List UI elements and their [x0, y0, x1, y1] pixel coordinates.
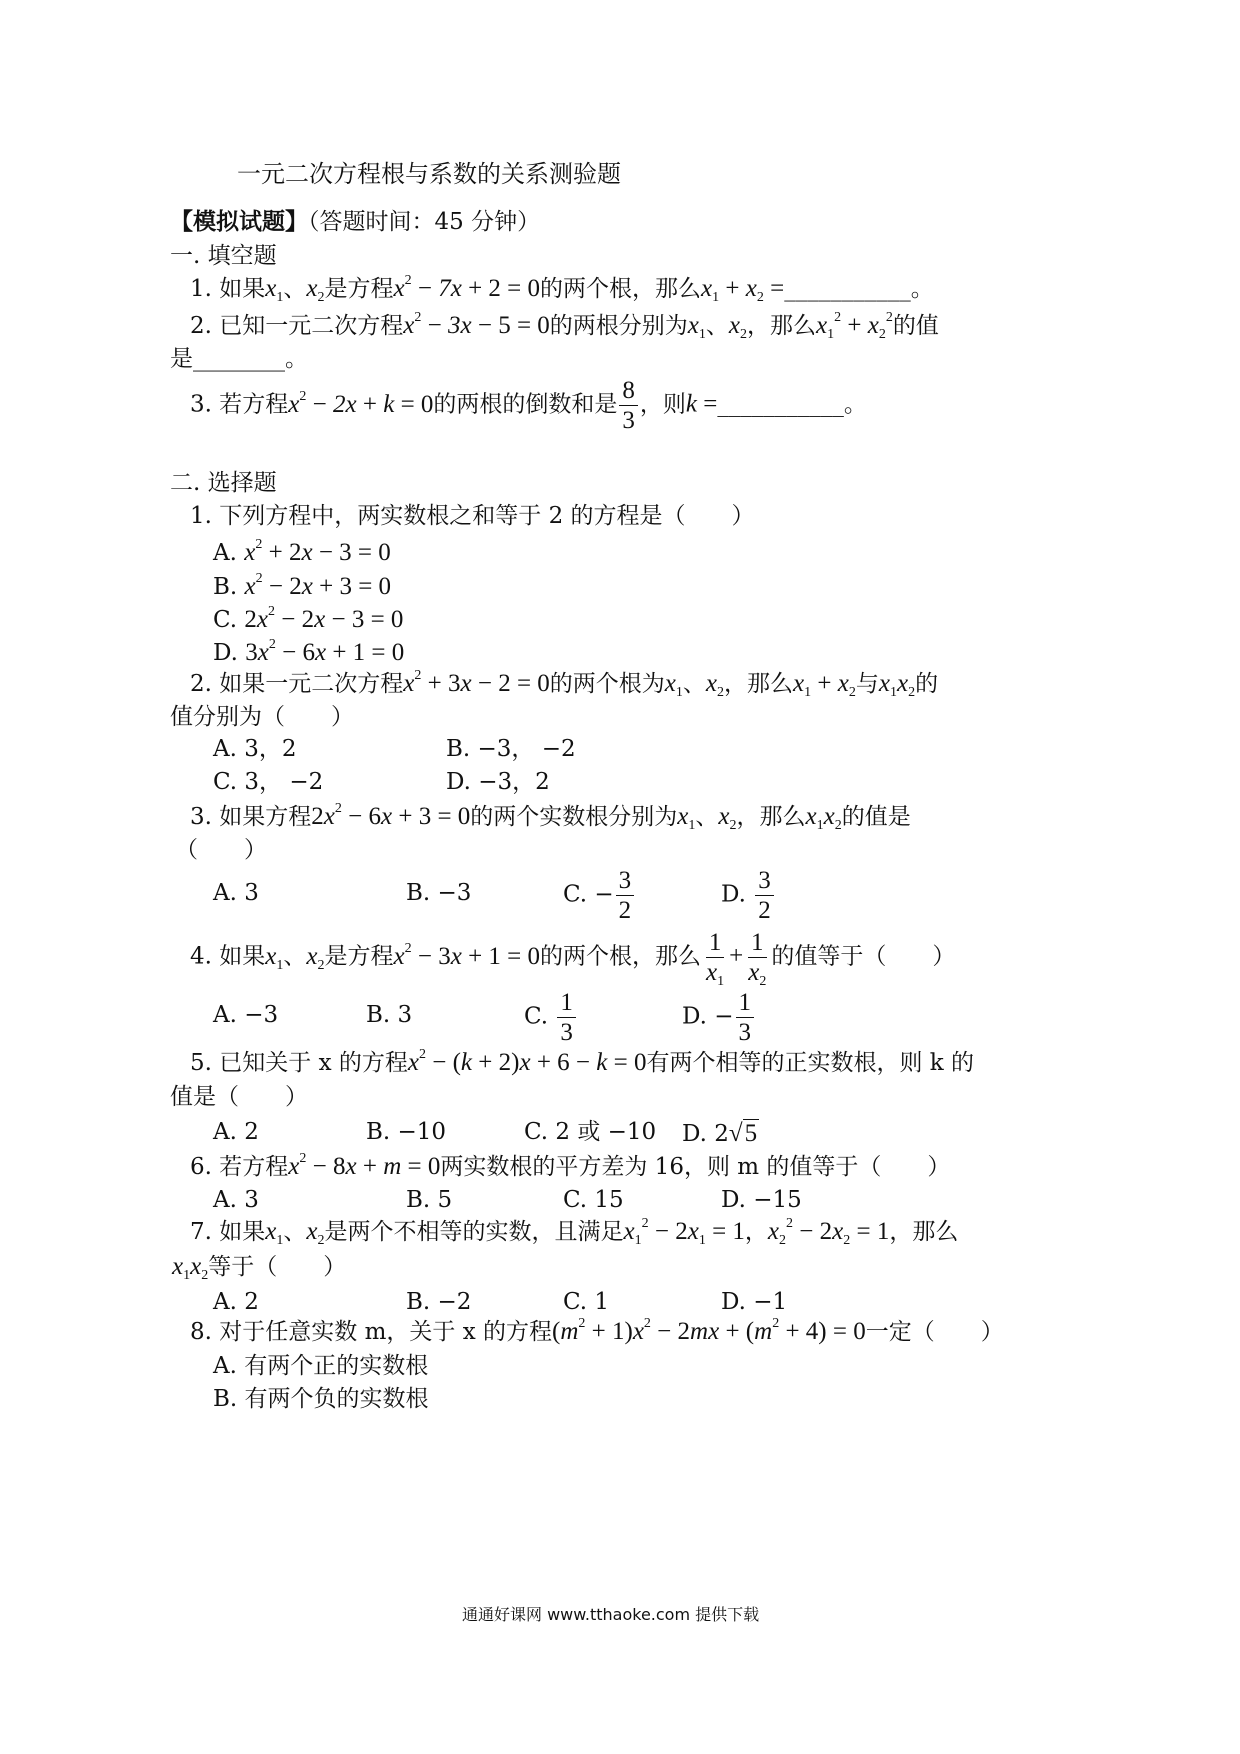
q8-option-a: A. 有两个正的实数根 [213, 1353, 429, 1379]
choice-question-3: 3. 如果方程$2x^2 - 6x + 3 = 0$的两个实数根分别为$x_1$、$x_2$，那么$x_1x_2$的值是 [190, 801, 911, 833]
page-title: 一元二次方程根与系数的关系测验题 [237, 160, 621, 188]
q5-option-c: C. 2 或 −10 [524, 1119, 657, 1145]
q7-option-c: C. 1 [563, 1289, 610, 1315]
q6-option-b: B. 5 [406, 1187, 453, 1213]
section2-title: 二. 选择题 [170, 470, 277, 496]
fill-question-2-line2: 是________。 [170, 346, 308, 372]
q5-option-a: A. 2 [213, 1119, 259, 1145]
q1-option-c: C. $2x^2 - 2x - 3 = 0$ [213, 604, 404, 633]
choice-question-2-line2: 值分别为（ ） [170, 704, 354, 730]
q2-option-a: A. 3，2 [213, 736, 297, 762]
q7-option-b: B. −2 [406, 1289, 472, 1315]
choice-question-6: 6. 若方程$x^2 - 8x + m = 0$两实数根的平方差为 16，则 m 的值等于（ ） [190, 1151, 951, 1180]
q1-option-b: B. $x^2 - 2x + 3 = 0$ [213, 571, 392, 600]
heading-bold: 【模拟试题】 [170, 208, 308, 235]
q3-option-a: A. 3 [213, 880, 259, 906]
choice-question-5-line2: 值是（ ） [170, 1084, 308, 1110]
q8-option-b: B. 有两个负的实数根 [213, 1386, 429, 1412]
q3-option-b: B. −3 [406, 880, 472, 906]
q7-option-a: A. 2 [213, 1289, 259, 1315]
section-heading [170, 210, 540, 234]
q2-option-b: B. −3， −2 [446, 736, 576, 762]
q4-option-c: C. $\frac{1}{3}$ [524, 990, 578, 1045]
fill-question-1: 1. 如果$x_1$、$x_2$是方程$x^2 - 7x + 2 = 0$的两个根，那么$x_1 + x_2$ =___________。 [190, 273, 934, 305]
q2-option-d: D. −3，2 [446, 769, 550, 795]
q3-option-d: D. $\frac{3}{2}$ [721, 868, 776, 923]
q3-option-c: C. − $\frac{3}{2}$ [563, 868, 636, 923]
choice-question-4: 4. 如果$x_1$、$x_2$是方程$x^2 - 3x + 1 = 0$的两个根，那么 $\frac{1}{x_1}$ + $\frac{1}{x_2}$ 的值等于（ ） [190, 929, 956, 989]
q2-option-c: C. 3， −2 [213, 769, 324, 795]
q6-option-a: A. 3 [213, 1187, 259, 1213]
choice-question-5: 5. 已知关于 x 的方程$x^2 - (k + 2)x + 6 - k = 0$有两个相等的正实数根，则 k 的 [190, 1047, 975, 1076]
page-footer: 通通好课网 www.tthaoke.com 提供下载 [462, 1605, 760, 1624]
section1-title: 一. 填空题 [170, 243, 277, 269]
q5-option-b: B. −10 [366, 1119, 447, 1145]
choice-question-7-line2: $x_1x_2$等于（ ） [172, 1253, 347, 1283]
q4-option-d: D. − $\frac{1}{3}$ [682, 990, 756, 1045]
choice-question-7: 7. 如果$x_1$、$x_2$是两个不相等的实数，且满足$x_1^2 - 2x_1 = 1$，$x_2^2 - 2x_2 = 1$，那么 [190, 1216, 959, 1248]
q4-option-b: B. 3 [366, 1002, 413, 1028]
q6-option-d: D. −15 [721, 1187, 802, 1213]
heading-note: （答题时间：45 分钟） [308, 209, 541, 235]
choice-question-1: 1. 下列方程中，两实数根之和等于 2 的方程是（ ） [190, 503, 755, 529]
choice-question-3-line2: （ ） [175, 837, 267, 863]
choice-question-8: 8. 对于任意实数 m，关于 x 的方程$(m^2 + 1)x^2 - 2mx + (m^2 + 4) = 0$一定（ ） [190, 1316, 1004, 1345]
q5-option-d: D. 2√5 [682, 1120, 758, 1147]
q6-option-c: C. 15 [563, 1187, 624, 1213]
q1-option-d: D. $3x^2 - 6x + 1 = 0$ [213, 637, 405, 666]
q7-option-d: D. −1 [721, 1289, 788, 1315]
q4-option-a: A. −3 [213, 1002, 279, 1028]
choice-question-2: 2. 如果一元二次方程$x^2 + 3x - 2 = 0$的两个根为$x_1$、$x_2$，那么$x_1 + x_2$与$x_1x_2$的 [190, 668, 939, 700]
fill-question-3: 3. 若方程$x^2 - 2x + k = 0$的两根的倒数和是 $\frac{8}{3}$ ，则k =___________。 [190, 377, 867, 434]
q1-option-a: A. $x^2 + 2x - 3 = 0$ [213, 537, 391, 566]
fill-question-2: 2. 已知一元二次方程$x^2 - 3x - 5 = 0$的两根分别为$x_1$、$x_2$，那么$x_1^2 + x_2^2$的值 [190, 310, 939, 342]
